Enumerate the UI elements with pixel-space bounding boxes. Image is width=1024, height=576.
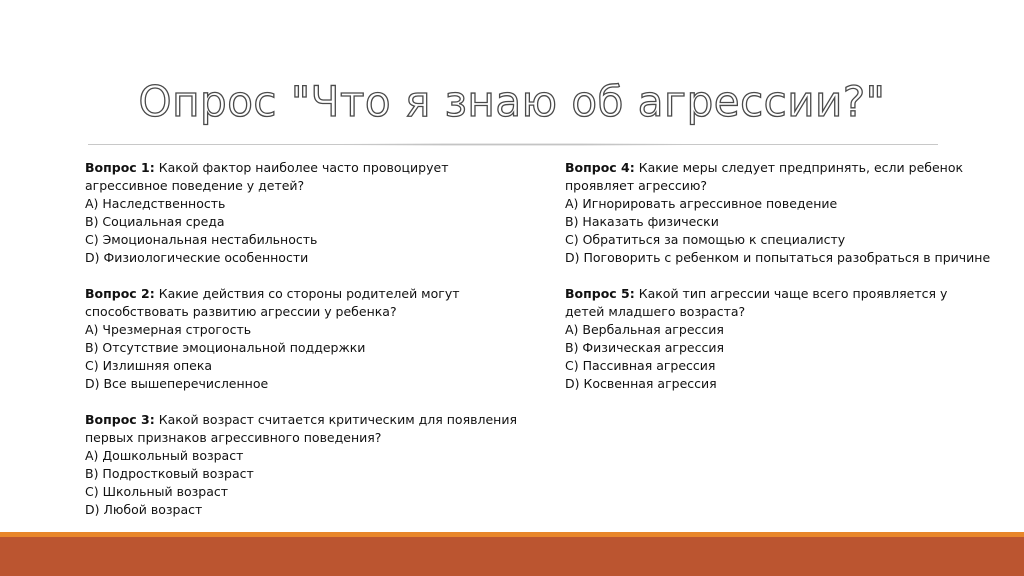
answer-option: B) Наказать физически: [565, 214, 719, 229]
question-3: [85, 411, 525, 519]
title-divider-shade: [88, 143, 938, 146]
question-label: Вопрос 5:: [565, 286, 635, 301]
questions-left-column: [85, 159, 525, 537]
questions-right-column: [565, 159, 991, 411]
question-1: [85, 159, 525, 267]
answer-option: A) Чрезмерная строгость: [85, 322, 252, 337]
question-label: Вопрос 1:: [85, 160, 155, 175]
answer-option: C) Обратиться за помощью к специалисту: [565, 232, 846, 247]
question-5: [565, 285, 985, 393]
answer-option: A) Игнорировать агрессивное поведение: [565, 196, 838, 211]
question-text: [85, 411, 525, 447]
answer-option: B) Физическая агрессия: [565, 340, 724, 355]
question-4: [565, 159, 991, 267]
answer-option: A) Наследственность: [85, 196, 226, 211]
question-label: Вопрос 2:: [85, 286, 155, 301]
slide-title: Опрос "Что я знаю об агрессии?": [138, 77, 886, 126]
question-body: Какой тип агрессии чаще всего проявляется у детей младшего возраста?: [565, 286, 948, 319]
answer-option: C) Школьный возраст: [85, 484, 229, 499]
question-text: [85, 159, 525, 195]
answer-option: D) Все вышеперечисленное: [85, 376, 269, 391]
answer-option: D) Физиологические особенности: [85, 250, 309, 265]
answer-option: A) Вербальная агрессия: [565, 322, 724, 337]
question-label: Вопрос 4:: [565, 160, 635, 175]
question-text: [85, 285, 525, 321]
answer-option: B) Социальная среда: [85, 214, 225, 229]
answer-option: C) Эмоциональная нестабильность: [85, 232, 318, 247]
footer-bar: [0, 537, 1024, 576]
answer-option: A) Дошкольный возраст: [85, 448, 244, 463]
question-label: Вопрос 3:: [85, 412, 155, 427]
question-body: Какие действия со стороны родителей могут способствовать развитию агрессии у ребенка?: [85, 286, 460, 319]
answer-option: C) Излишняя опека: [85, 358, 213, 373]
answer-option: D) Поговорить с ребенком и попытаться разобраться в причине: [565, 250, 991, 265]
answer-option: D) Косвенная агрессия: [565, 376, 717, 391]
answer-option: B) Отсутствие эмоциональной поддержки: [85, 340, 366, 355]
question-body: Какие меры следует предпринять, если ребенок проявляет агрессию?: [565, 160, 964, 193]
question-body: Какой возраст считается критическим для появления первых признаков агрессивного поведения?: [85, 412, 517, 445]
answer-option: C) Пассивная агрессия: [565, 358, 716, 373]
question-text: [565, 285, 985, 321]
question-2: [85, 285, 525, 393]
answer-option: B) Подростковый возраст: [85, 466, 254, 481]
question-body: Какой фактор наиболее часто провоцирует агрессивное поведение у детей?: [85, 160, 449, 193]
question-text: [565, 159, 985, 195]
answer-option: D) Любой возраст: [85, 502, 203, 517]
